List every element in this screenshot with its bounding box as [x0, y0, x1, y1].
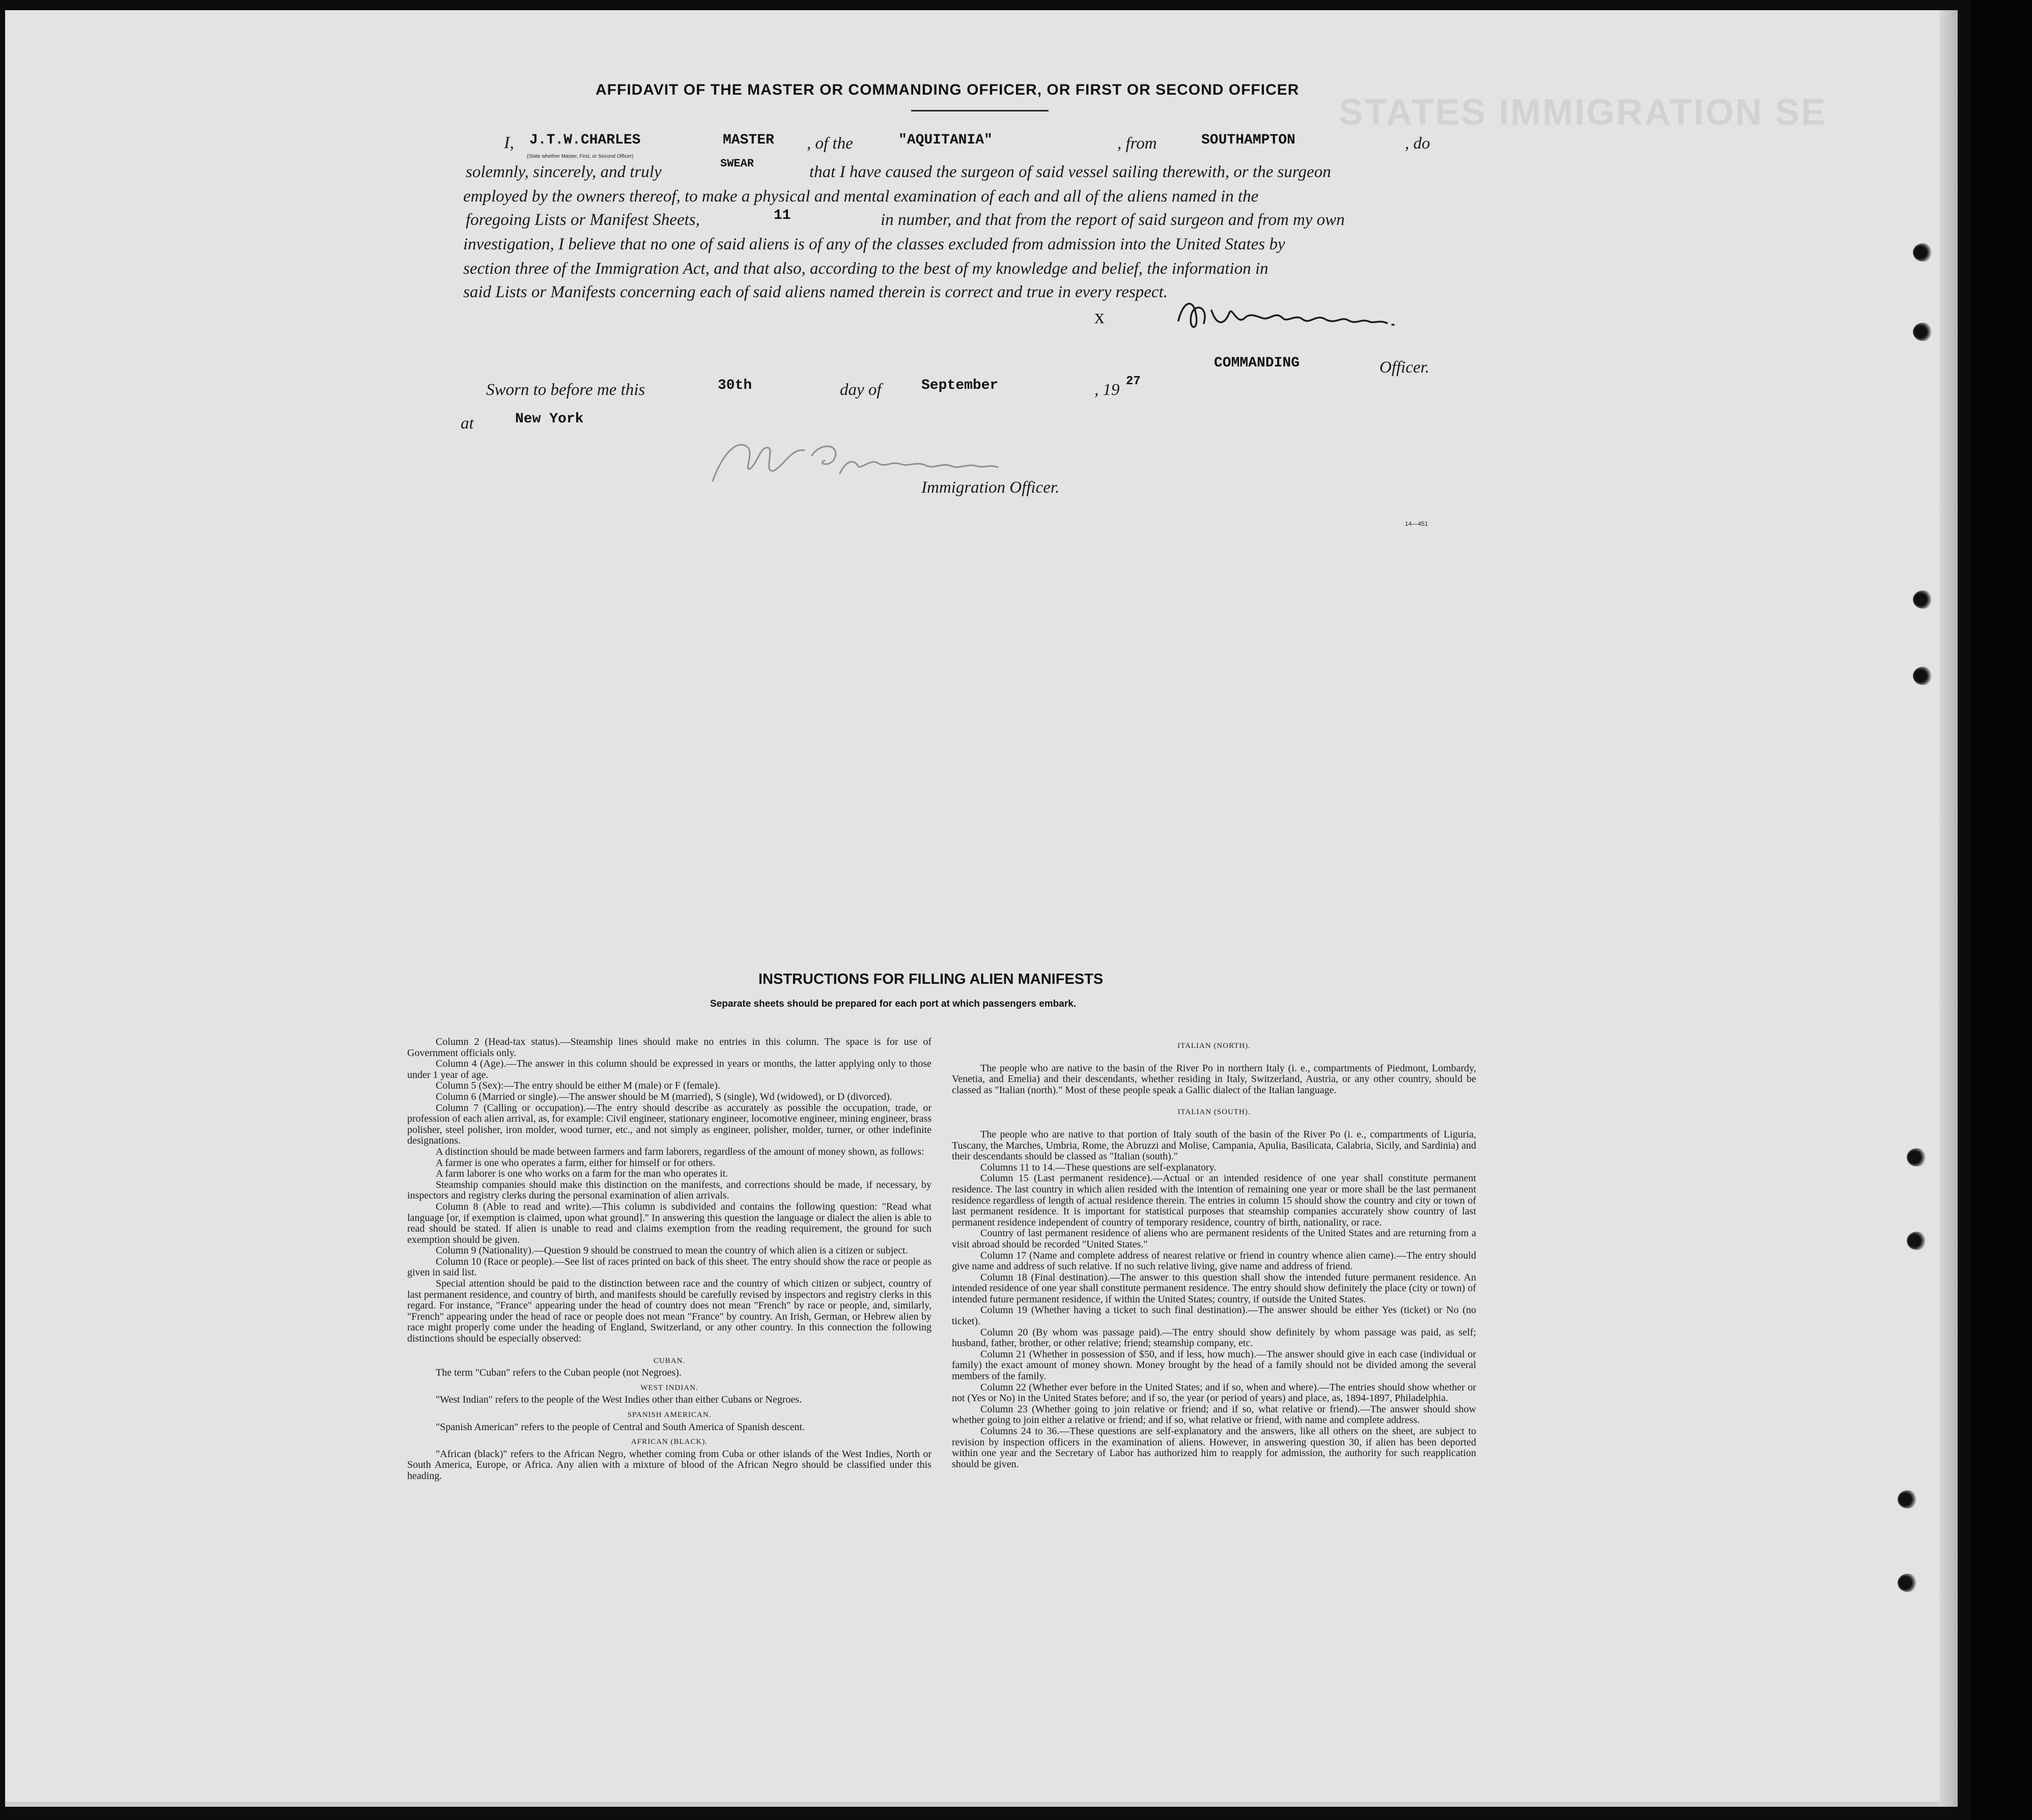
form-number: 14—451: [1405, 520, 1428, 527]
instructions-subtitle: Separate sheets should be prepared for each port at which passengers embark.: [710, 999, 1077, 1009]
page-edge-shadow: [1939, 10, 1958, 1807]
instruction-paragraph: Column 18 (Final destination).—The answer to this question shall show the intended future permanent residence. An intended residence of one year shall constitute permanent residence. The entry should show definitely the place (city or town) of intended future permanent residence, if within the United States; country, if outside the United States.: [952, 1271, 1476, 1305]
rank-note: (State whether Master, First, or Second Officer): [527, 154, 634, 159]
instruction-paragraph: A distinction should be made between farmers and farm laborers, regardless of the amount of money shown, as follows:: [436, 1146, 924, 1157]
oath-text-3: in number, and that from the report of said surgeon and from my own: [881, 211, 1345, 229]
oath-intro: solemnly, sincerely, and truly: [466, 163, 662, 181]
instructions-left-column: [407, 1037, 932, 1482]
scan-border: [1971, 0, 2032, 1820]
section-heading: SPANISH AMERICAN.: [627, 1411, 712, 1419]
title-rule: [911, 110, 1049, 111]
section-heading: AFRICAN (BLACK).: [631, 1438, 708, 1446]
instruction-paragraph: "Spanish American" refers to the people of Central and South America of Spanish descent.: [436, 1421, 805, 1433]
instruction-paragraph: Column 9 (Nationality).—Question 9 should be construed to mean the country of which alien is a citizen or subject.: [436, 1245, 908, 1257]
instruction-paragraph: Column 8 (Able to read and write).—This column is subdivided and contains the following question: "Read what language [or, if exemption is claimed, upon what ground]." In answering this question the language or dialect the alien is able to read should be stated. If alien is unable to read and claims exemption from the reading requirement, the ground for such exemption should be given.: [407, 1201, 932, 1245]
oath-text-4: investigation, I believe that no one of said aliens is of any of the classes excluded from admission into the United States by: [463, 235, 1285, 253]
oath-text-1: that I have caused the surgeon of said vessel sailing therewith, or the surgeon: [809, 163, 1331, 181]
instruction-paragraph: Special attention should be paid to the distinction between race and the country of which citizen or subject, country of last permanent residence, and country of birth, and manifests should be carefully revised by inspectors and registry clerks in this regard. For instance, "France" appearing under the head of country does not mean "French" by race or people, and, similarly, "French" appearing under the head of race or people does not mean "France" by country. An Irish, German, or Hebrew alien by race might properly come under the heading of England, Switzerland, or any other country. In this connection the following distinctions should be especially observed:: [407, 1278, 932, 1345]
instruction-paragraph: Column 2 (Head-tax status).—Steamship lines should make no entries in this column. The space is for use of Government officials only.: [407, 1036, 932, 1059]
oath-text-5: section three of the Immigration Act, and that also, according to the best of my knowledge and belief, the information in: [463, 260, 1268, 278]
master-rank: MASTER: [723, 132, 774, 148]
punch-hole: [1907, 1232, 1927, 1250]
section-heading: CUBAN.: [653, 1356, 686, 1365]
instruction-paragraph: Column 6 (Married or single).—The answer should be M (married), S (single), Wd (widowed), or D (divorced).: [436, 1091, 892, 1102]
instruction-paragraph: Steamship companies should make this distinction on the manifests, and corrections should be made, if necessary, by inspectors and registry clerks during the personal examination of alien arrivals.: [407, 1179, 932, 1202]
year-prefix: , 19: [1094, 381, 1120, 399]
instruction-paragraph: Column 15 (Last permanent residence).—Actual or an intended residence of one year shall constitute permanent residence. The last country in which alien resided with the intention of remaining one year or more shall be the last permanent residence regardless of length of actual residence therein. The entries in column 15 should show the country and city or town of last permanent residence. It is important for statistical purposes that steamship companies accurately show country of last permanent residence independent of country of temporary residence, country of birth, nationality, or race.: [952, 1173, 1476, 1228]
instruction-paragraph: Column 20 (By whom was passage paid).—The entry should show definitely by whom passage was paid, as self; husband, father, brother, or other relative; friend; steamship company, etc.: [952, 1326, 1476, 1349]
sheet-count: 11: [774, 208, 791, 223]
section-heading: ITALIAN (SOUTH).: [1177, 1108, 1251, 1117]
instruction-paragraph: "West Indian" refers to the people of the West Indies other than either Cubans or Negroes.: [436, 1394, 802, 1406]
oath-text-2: employed by the owners thereof, to make a physical and mental examination of each and all of the aliens named in the: [463, 187, 1259, 206]
instruction-paragraph: The people who are native to the basin of the River Po in northern Italy (i. e., compartments of Piedmont, Lombardy, Venetia, and Emelia) and their descendants, whether residing in Italy, Switzerland, Austria, or any other country, should be classed as "Italian (north)." Most of these people speak a Gallic dialect of the Italian language.: [952, 1062, 1476, 1096]
instruction-paragraph: A farmer is one who operates a farm, either for himself or for others.: [436, 1157, 716, 1169]
immigration-officer-label: Immigration Officer.: [921, 478, 1060, 497]
punch-hole: [1913, 590, 1933, 609]
instruction-paragraph: Column 23 (Whether going to join relative or friend; and if so, what relative or friend).—The answer should show whether going to join either a relative or friend; and if so, what relative or friend, with name and complete address.: [952, 1403, 1476, 1426]
punch-hole: [1907, 1148, 1927, 1167]
section-heading: WEST INDIAN.: [640, 1383, 698, 1392]
instructions-title: INSTRUCTIONS FOR FILLING ALIEN MANIFESTS: [758, 971, 1104, 987]
from-label: , from: [1117, 134, 1157, 153]
instruction-paragraph: Column 4 (Age).—The answer in this column should be expressed in years or months, the latter applying only to those under 1 year of age.: [407, 1058, 932, 1080]
punch-hole: [1913, 667, 1933, 685]
instruction-paragraph: Column 7 (Calling or occupation).—The entry should describe as accurately as possible the occupation, trade, or profession of each alien arrival, as, for example: Civil engineer, stationary engineer, locomotive engineer, mining engineer, brass polisher, steel polisher, iron molder, wood turner, etc., and not simply as engineer, polisher, molder, turner, or other indefinite designations.: [407, 1102, 932, 1147]
instruction-paragraph: Country of last permanent residence of aliens who are permanent residents of the United States and are returning from a visit abroad should be recorded "United States.": [952, 1228, 1476, 1250]
instruction-paragraph: Column 19 (Whether having a ticket to such final destination).—The answer should be either Yes (ticket) or No (no ticket).: [952, 1304, 1476, 1327]
oath-text-6: said Lists or Manifests concerning each of said aliens named therein is correct and true in every respect.: [463, 283, 1168, 301]
section-heading: ITALIAN (NORTH).: [1177, 1042, 1251, 1050]
instruction-paragraph: Columns 24 to 36.—These questions are self-explanatory and the answers, like all others on the sheet, are subject to revision by inspection officers in the examination of aliens. However, in answering question 30, if alien has been deported within one year and the Secretary of Labor has authorized him to reapply for admission, the authority for such reapplication should be given.: [952, 1426, 1476, 1470]
pronoun: I,: [504, 133, 514, 152]
punch-hole: [1913, 243, 1933, 262]
instruction-paragraph: The people who are native to that portion of Italy south of the basin of the River Po (i. e., compartments of Liguria, Tuscany, the Marches, Umbria, Rome, the Abruzzi and Molise, Campania, Apulia, Basilicata, Calabria, Sicily, and Sardinia) and their descendants should be classed as "Italian (south).": [952, 1128, 1476, 1162]
instruction-paragraph: Column 22 (Whether ever before in the United States; and if so, when and where).—The entries should show whether or not (Yes or No) in the United States before; and if so, the year (or period of years) and place, as, 1894-1897, Philadelphia.: [952, 1381, 1476, 1404]
instruction-paragraph: Columns 11 to 14.—These questions are self-explanatory.: [980, 1161, 1217, 1173]
day-of-label: day of: [840, 381, 882, 399]
vessel-name: "AQUITANIA": [898, 132, 993, 148]
officer-rank: COMMANDING: [1214, 355, 1300, 371]
instruction-paragraph: Column 10 (Race or people).—See list of races printed on back of this sheet. The entry should show the race or people as given in said list.: [407, 1256, 932, 1278]
oath-word: SWEAR: [720, 157, 754, 170]
instructions-right-column: [952, 1037, 1476, 1470]
signature-mark: x: [1094, 305, 1105, 328]
sworn-year: 27: [1126, 375, 1141, 388]
instruction-paragraph: "African (black)" refers to the African Negro, whether coming from Cuba or other islands of the West Indies, North or South America, Europe, or Africa. Any alien with a mixture of blood of the African Negro should be classified under this heading.: [407, 1448, 932, 1482]
punch-hole: [1898, 1490, 1918, 1509]
sworn-day: 30th: [718, 378, 752, 393]
officer-label: Officer.: [1379, 358, 1430, 377]
master-signature: [1173, 295, 1438, 338]
of-the-label: , of the: [807, 134, 853, 153]
sheets-label: foregoing Lists or Manifest Sheets,: [466, 211, 700, 229]
instruction-paragraph: Column 21 (Whether in possession of $50, and if less, how much).—The answer should give in each case (individual or family) the exact amount of money shown. Money brought by the head of a family should not be divided among the several members of the family.: [952, 1348, 1476, 1382]
punch-hole: [1898, 1574, 1918, 1592]
instruction-paragraph: A farm laborer is one who works on a farm for the man who operates it.: [436, 1168, 728, 1180]
bleed-through-header: STATES IMMIGRATION SE: [1339, 92, 1827, 133]
instruction-paragraph: Column 17 (Name and complete address of nearest relative or friend in country whence alien came).—The entry should give name and address of such relative. If no such relative living, give name and address of friend.: [952, 1249, 1476, 1272]
at-label: at: [461, 414, 474, 433]
affidavit-title: AFFIDAVIT OF THE MASTER OR COMMANDING OFFICER, OR FIRST OR SECOND OFFICER: [596, 81, 1300, 98]
punch-hole: [1913, 323, 1933, 341]
do-label: , do: [1405, 134, 1430, 153]
master-name: J.T.W.CHARLES: [529, 132, 641, 148]
document-page: [5, 10, 1955, 1807]
departure-port: SOUTHAMPTON: [1201, 132, 1295, 148]
instruction-paragraph: The term "Cuban" refers to the Cuban people (not Negroes).: [436, 1367, 682, 1379]
sworn-label: Sworn to before me this: [486, 381, 645, 399]
sworn-month: September: [921, 378, 999, 393]
sworn-place: New York: [515, 411, 584, 427]
instruction-paragraph: Column 5 (Sex):—The entry should be either M (male) or F (female).: [436, 1080, 720, 1092]
